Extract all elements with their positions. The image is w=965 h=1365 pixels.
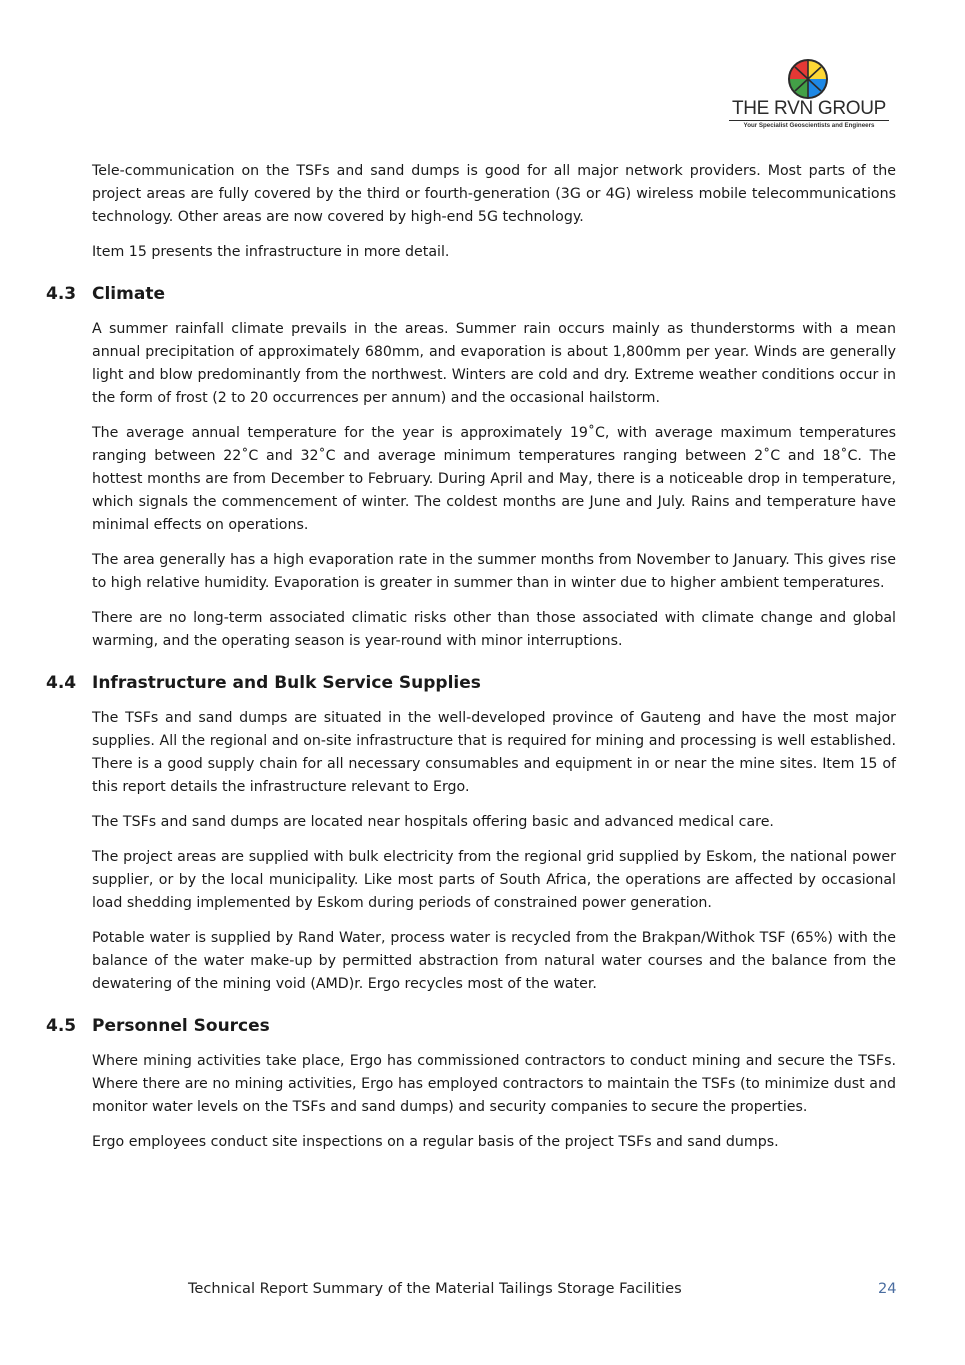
climate-paragraph: A summer rainfall climate prevails in the areas. Summer rain occurs mainly as thunderstorms with a mean annual precipitation of approximately 680mm, and evaporation is about 1,800mm per year. Winds are generally light and blow predominantly from the northwest. Winters are cold and dry. Extreme weather conditions occur in the form of frost (2 to 20 occurrences per annum) and the occasional hailstorm. [92, 321, 896, 406]
section-title: Infrastructure and Bulk Service Supplies [92, 673, 481, 693]
section-heading-infrastructure [46, 671, 896, 695]
infrastructure-paragraph: Potable water is supplied by Rand Water, process water is recycled from the Brakpan/Withok TSF (65%) with the balance of the water make-up by permitted abstraction from natural water courses and the balance from the dewatering of the mining void (AMD)r. Ergo recycles most of the water. [92, 930, 896, 992]
page-footer [0, 1280, 965, 1302]
intro-paragraph-infrastructure-ref: Item 15 presents the infrastructure in more detail. [92, 244, 450, 260]
footer-report-title: Technical Report Summary of the Material Tailings Storage Facilities [188, 1280, 682, 1297]
infrastructure-paragraph: The TSFs and sand dumps are situated in the well-developed province of Gauteng and have the most major supplies. All the regional and on-site infrastructure that is required for mining and processing is well established. There is a good supply chain for all necessary consumables and equipment in or near the mine sites. Item 15 of this report details the infrastructure relevant to Ergo. [92, 710, 896, 795]
rvn-logo-icon [787, 58, 829, 100]
intro-paragraph-telecom: Tele-communication on the TSFs and sand dumps is good for all major network providers. Most parts of the project areas are fully covered by the third or fourth-generation (3G or 4G) wireless mobile telecommunications technology. Other areas are now covered by high-end 5G technology. [92, 163, 896, 225]
logo-tagline: Your Specialist Geoscientists and Engineers [743, 122, 875, 129]
document-body [46, 160, 896, 1166]
climate-paragraph: There are no long-term associated climatic risks other than those associated with climate change and global warming, and the operating season is year-round with minor interruptions. [92, 610, 896, 649]
climate-paragraph: The area generally has a high evaporation rate in the summer months from November to January. This gives rise to high relative humidity. Evaporation is greater in summer than in winter due to higher ambient temperatures. [92, 552, 896, 591]
section-title: Personnel Sources [92, 1016, 270, 1036]
section-title: Climate [92, 284, 165, 304]
section-number: 4.3 [46, 284, 77, 304]
section-number: 4.5 [46, 1016, 77, 1036]
section-heading-personnel [46, 1014, 896, 1038]
infrastructure-paragraph: The project areas are supplied with bulk electricity from the regional grid supplied by Eskom, the national power supplier, or by the local municipality. Like most parts of South Africa, the operations are affected by occasional load shedding implemented by Eskom during periods of constrained power generation. [92, 849, 896, 911]
personnel-paragraph: Where mining activities take place, Ergo has commissioned contractors to conduct mining and secure the TSFs. Where there are no mining activities, Ergo has employed contractors to maintain the TSFs (to minimize dust and monitor water levels on the TSFs and sand dumps) and security companies to secure the properties. [92, 1053, 896, 1115]
section-heading-climate [46, 282, 896, 306]
personnel-paragraph: Ergo employees conduct site inspections on a regular basis of the project TSFs and sand dumps. [92, 1134, 779, 1150]
climate-paragraph: The average annual temperature for the year is approximately 19˚C, with average maximum temperatures ranging between 22˚C and 32˚C and average minimum temperatures ranging between 2˚C and 18˚C. The hottest months are from December to February. During April and May, there is a noticeable drop in temperature, which signals the commencement of winter. The coldest months are June and July. Rains and temperature have minimal effects on operations. [92, 425, 896, 533]
company-logo [729, 58, 889, 132]
logo-brand-text: THE RVN GROUP [729, 99, 889, 121]
section-number: 4.4 [46, 673, 77, 693]
infrastructure-paragraph: The TSFs and sand dumps are located near hospitals offering basic and advanced medical care. [92, 814, 774, 830]
page-number: 24 [878, 1280, 897, 1297]
